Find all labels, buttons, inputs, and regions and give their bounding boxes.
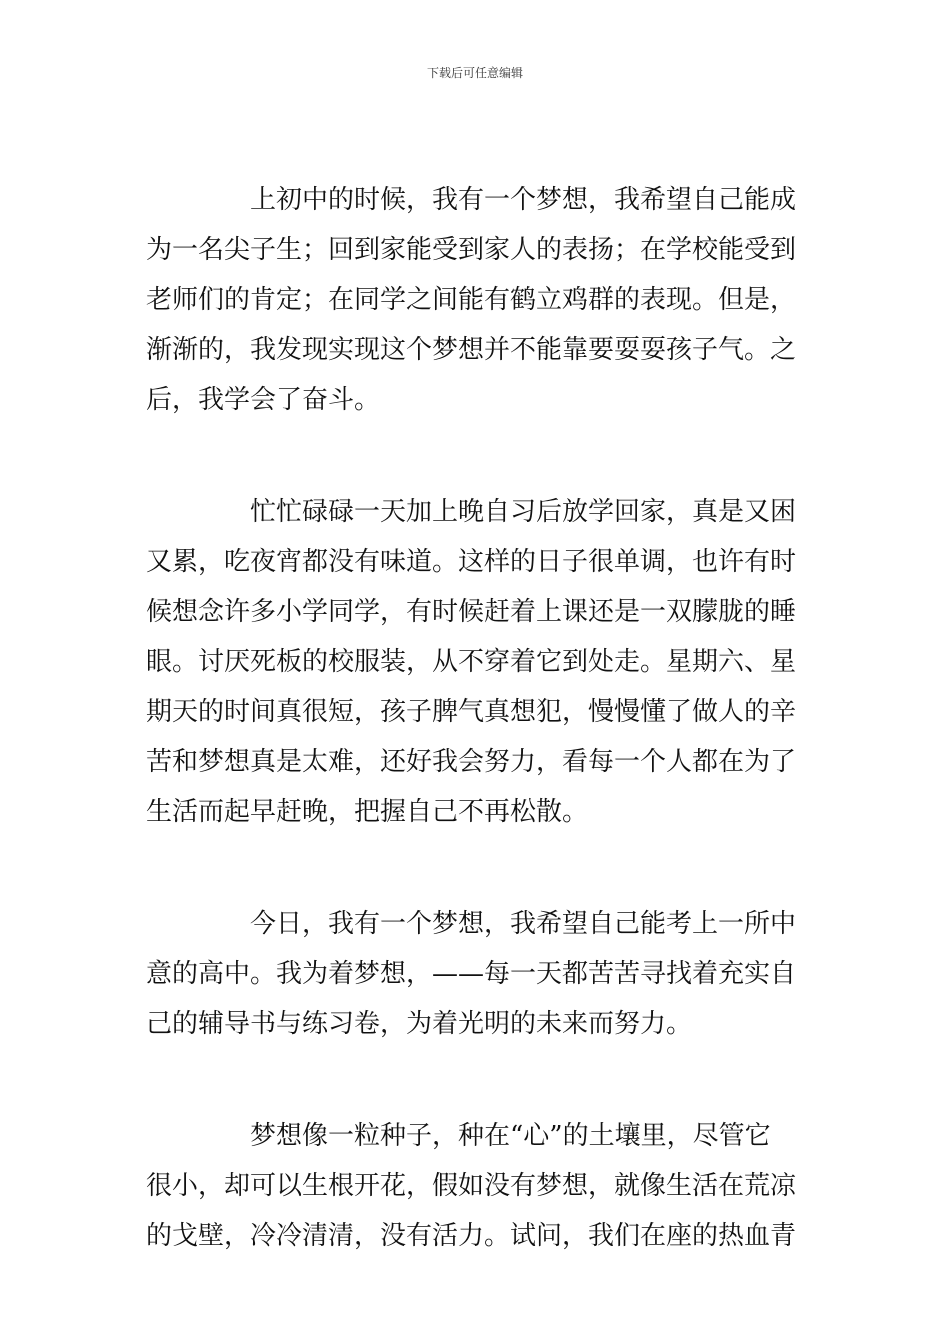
text-line: 上初中的时候，我有一个梦想，我希望自己能成 bbox=[250, 185, 797, 215]
paragraph-3 bbox=[146, 899, 809, 1049]
text-line: 苦和梦想真是太难，还好我会努力，看每一个人都在为了 bbox=[146, 747, 797, 777]
text-line: 己的辅导书与练习卷，为着光明的未来而努力。 bbox=[146, 1009, 693, 1039]
text-line: 梦想像一粒种子，种在“心”的土壤里，尽管它 bbox=[250, 1121, 771, 1151]
text-line: 的戈壁，冷冷清清，没有活力。试问，我们在座的热血青 bbox=[146, 1221, 797, 1251]
paragraph-4 bbox=[146, 1111, 809, 1261]
paragraph-1 bbox=[146, 175, 809, 425]
text-line: 生活而起早赶晚，把握自己不再松散。 bbox=[146, 797, 589, 827]
text-line: 为一名尖子生；回到家能受到家人的表扬；在学校能受到 bbox=[146, 235, 797, 265]
text-line: 忙忙碌碌一天加上晚自习后放学回家，真是又困 bbox=[250, 497, 797, 527]
document-body bbox=[146, 175, 809, 1323]
text-line: 候想念许多小学同学，有时候赶着上课还是一双朦胧的睡 bbox=[146, 597, 797, 627]
text-line: 今日，我有一个梦想，我希望自己能考上一所中 bbox=[250, 909, 797, 939]
text-line: 期天的时间真很短，孩子脾气真想犯，慢慢懂了做人的辛 bbox=[146, 697, 797, 727]
text-line: 渐渐的，我发现实现这个梦想并不能靠要耍耍孩子气。之 bbox=[146, 335, 797, 365]
text-line: 很小，却可以生根开花，假如没有梦想，就像生活在荒凉 bbox=[146, 1171, 797, 1201]
text-line: 后，我学会了奋斗。 bbox=[146, 385, 381, 415]
text-line: 意的高中。我为着梦想，——每一天都苦苦寻找着充实自 bbox=[146, 959, 797, 989]
text-line: 又累，吃夜宵都没有味道。这样的日子很单调，也许有时 bbox=[146, 547, 797, 577]
text-line: 老师们的肯定；在同学之间能有鹤立鸡群的表现。但是， bbox=[146, 285, 797, 315]
paragraph-2 bbox=[146, 487, 809, 837]
text-line: 眼。讨厌死板的校服装，从不穿着它到处走。星期六、星 bbox=[146, 647, 797, 677]
page-header: 下载后可任意编辑 bbox=[426, 66, 523, 80]
